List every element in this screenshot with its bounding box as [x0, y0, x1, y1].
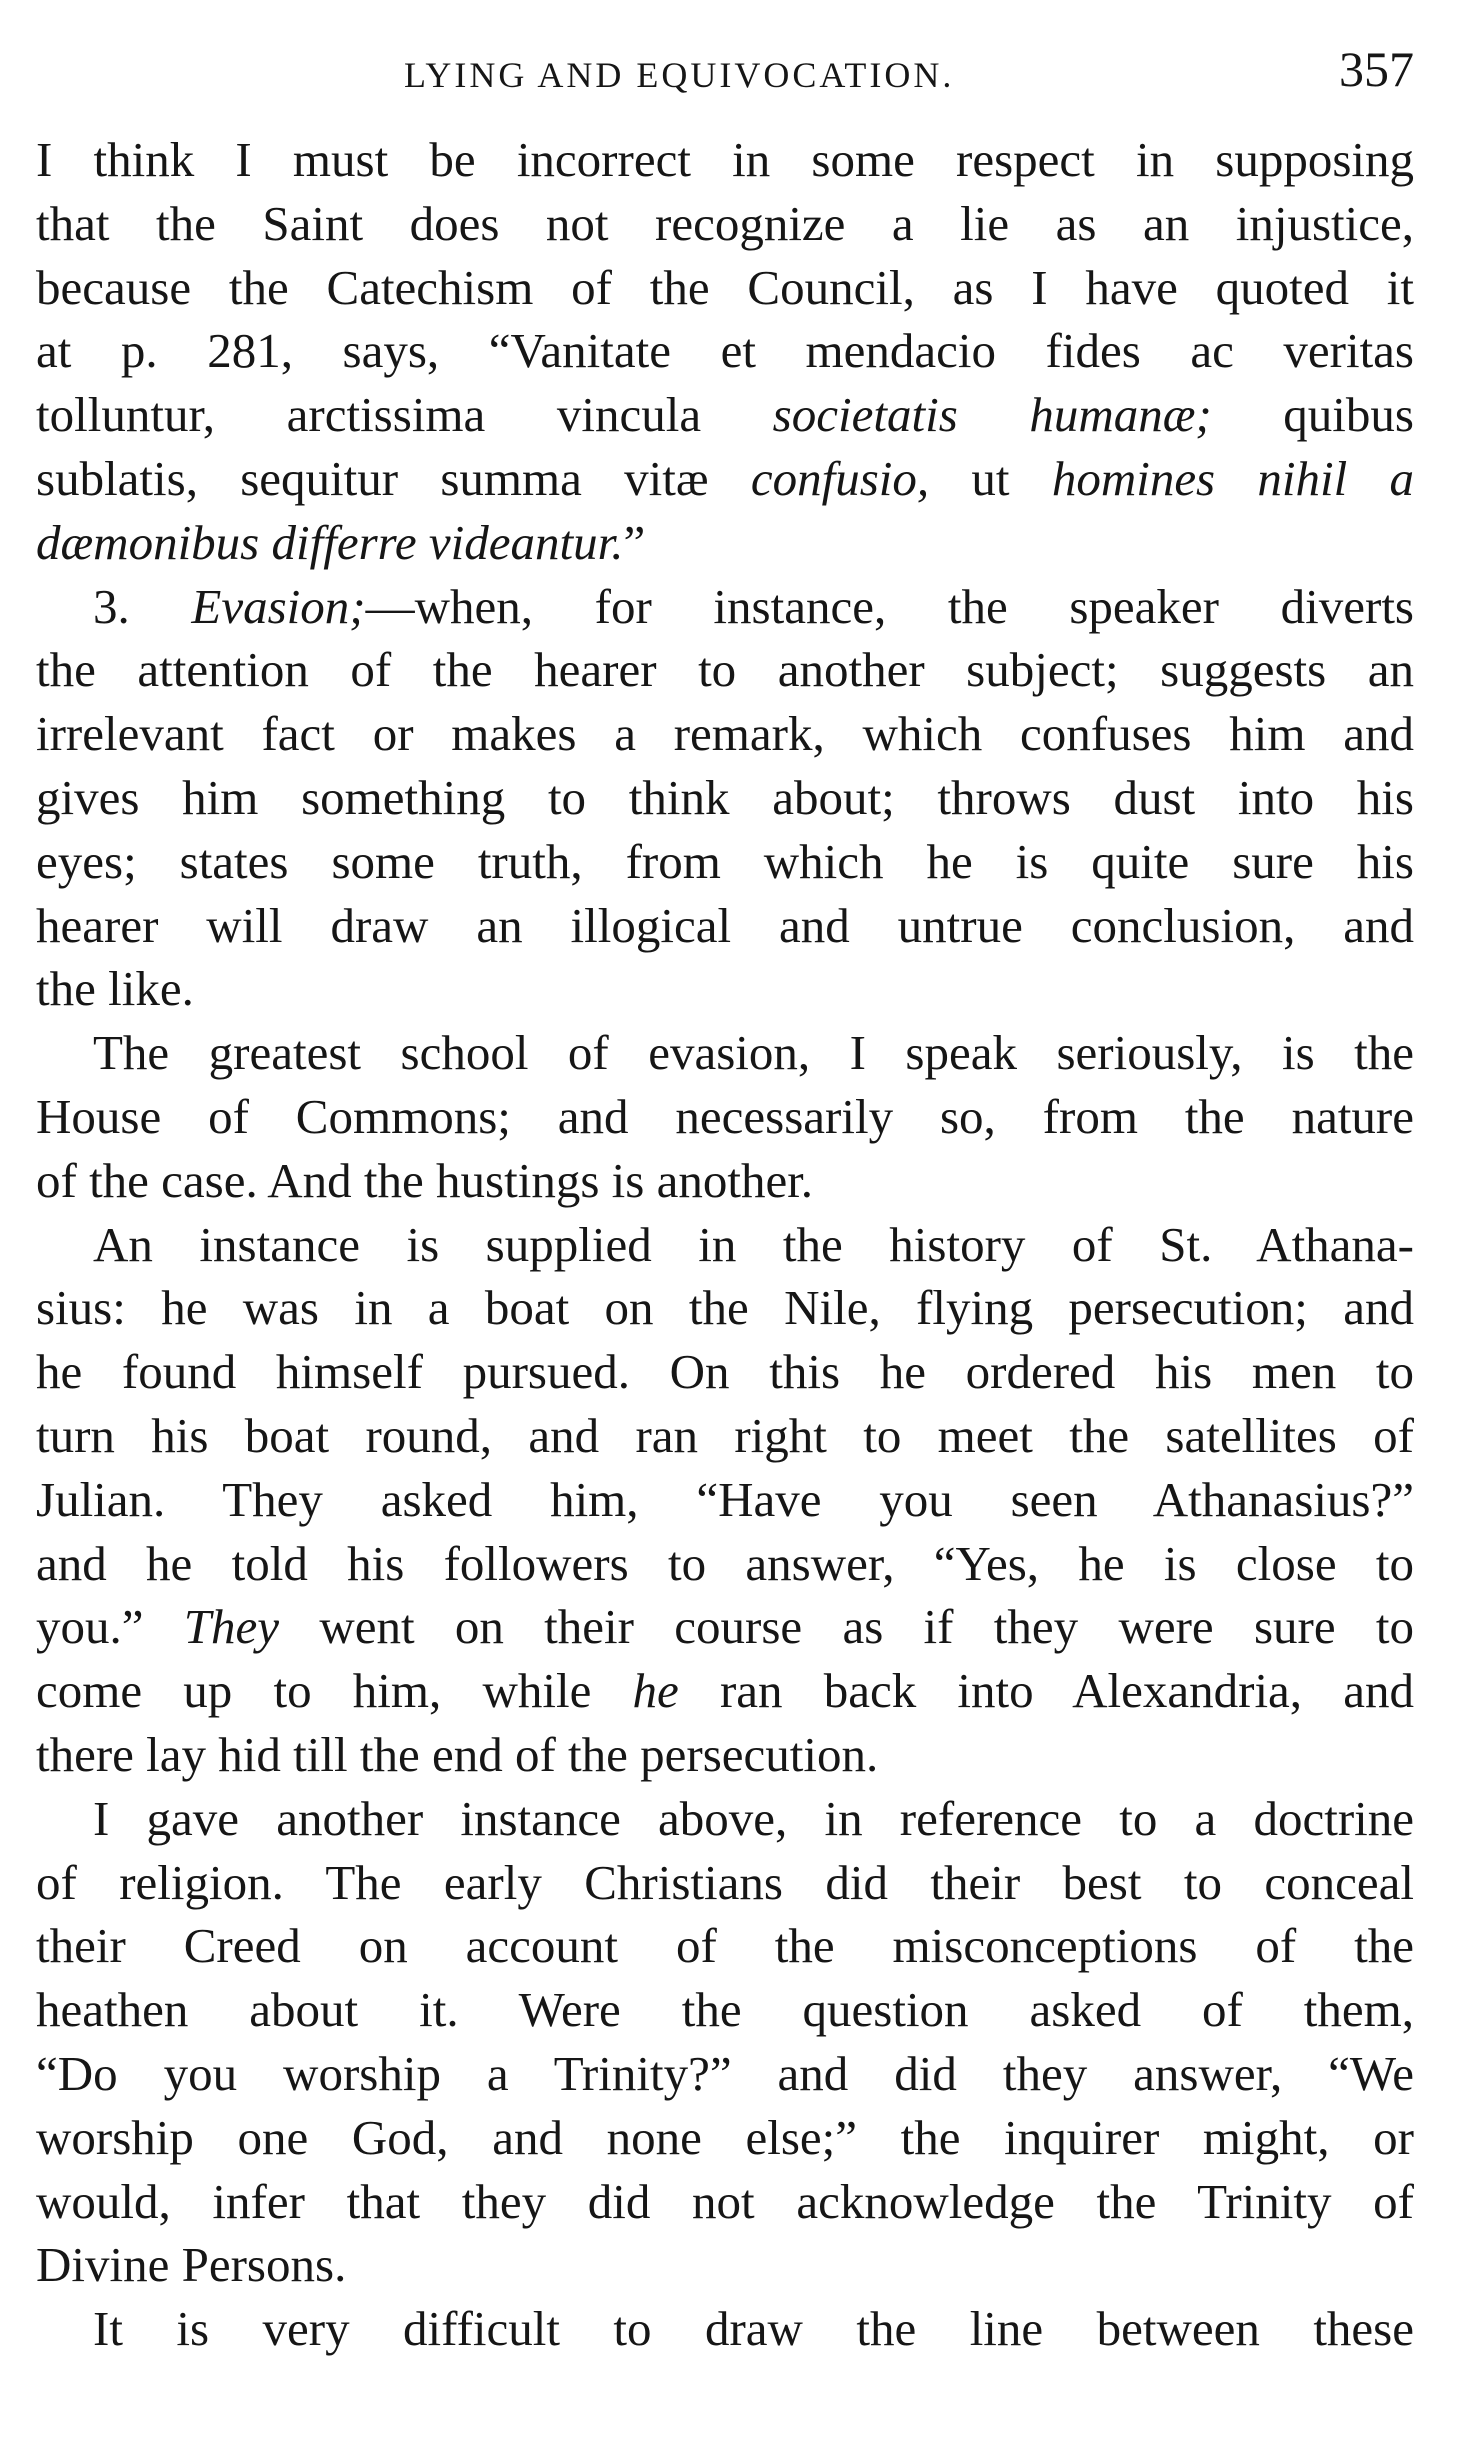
text-line: [36, 638, 1414, 702]
text-line: [36, 192, 1414, 256]
text-run: I think I must be incorrect in some respect in supposing: [36, 132, 1414, 187]
text-line: [36, 511, 1414, 575]
text-line: [36, 1085, 1414, 1149]
text-run: sius: he was in a boat on the Nile, flying persecution; and: [36, 1280, 1414, 1336]
text-line: [36, 575, 1414, 639]
text-run: eyes; states some truth, from which he is quite sure his: [36, 833, 1414, 889]
italic-run: societatis humanæ;: [772, 387, 1212, 443]
text-line: [36, 1276, 1414, 1340]
text-line: [36, 1595, 1414, 1659]
text-run: sublatis, sequitur summa vitæ: [36, 450, 751, 506]
text-run: ut: [929, 450, 1052, 506]
text-run: their Creed on account of the misconceptions of the: [36, 1918, 1414, 1974]
italic-run: dæmonibus differre videantur.: [36, 514, 624, 570]
text-run: hearer will draw an illogical and untrue conclusion, and: [36, 897, 1414, 953]
text-run: of religion. The early Christians did their best to conceal: [36, 1854, 1414, 1910]
text-line: [36, 1021, 1414, 1085]
text-run: An instance is supplied in the history of St. Athana-: [93, 1216, 1414, 1272]
text-run: the attention of the hearer to another subject; suggests an: [36, 642, 1414, 698]
text-line: [36, 447, 1414, 511]
text-line: [36, 1978, 1414, 2042]
text-run: that the Saint does not recognize a lie as an injustice,: [36, 195, 1414, 251]
text-line: [36, 1468, 1414, 1532]
text-run: tolluntur, arctissima vincula: [36, 387, 773, 443]
text-run: “Do you worship a Trinity?” and did they answer, “We: [36, 2045, 1414, 2101]
text-line: [36, 2170, 1414, 2234]
text-line: [36, 894, 1414, 958]
text-line: [36, 2233, 1414, 2297]
text-run: quibus: [1211, 387, 1414, 443]
page-header: [36, 40, 1414, 128]
text-run: the like.: [36, 961, 194, 1017]
text-run: It is very difficult to draw the line between these: [93, 2301, 1414, 2357]
italic-run: They: [183, 1599, 280, 1655]
text-run: Julian. They asked him, “Have you seen Athanasius?”: [36, 1471, 1414, 1527]
text-run: The greatest school of evasion, I speak seriously, is the: [93, 1025, 1414, 1081]
page: [36, 40, 1414, 2361]
italic-run: he: [632, 1663, 679, 1719]
text-line: [36, 957, 1414, 1021]
running-title: LYING AND EQUIVOCATION.: [404, 55, 955, 95]
text-run: would, infer that they did not acknowledge the Trinity of: [36, 2173, 1414, 2229]
text-line: [36, 766, 1414, 830]
text-line: [36, 1914, 1414, 1978]
text-run: turn his boat round, and ran right to meet the satellites of: [36, 1407, 1414, 1463]
text-run: irrelevant fact or makes a remark, which confuses him and: [36, 706, 1414, 762]
text-line: [36, 256, 1414, 320]
text-run: went on their course as if they were sure to: [279, 1599, 1414, 1655]
text-run: come up to him, while: [36, 1663, 633, 1719]
text-run: 3.: [93, 578, 192, 634]
text-run: he found himself pursued. On this he ordered his men to: [36, 1344, 1414, 1400]
text-line: [36, 1149, 1414, 1213]
text-line: [36, 2297, 1414, 2361]
text-line: [36, 1340, 1414, 1404]
text-run: of the case. And the hustings is another.: [36, 1152, 814, 1208]
text-line: [36, 128, 1414, 192]
text-run: I gave another instance above, in reference to a doctrine: [93, 1790, 1414, 1846]
text-run: worship one God, and none else;” the inquirer might, or: [36, 2109, 1414, 2165]
text-run: gives him something to think about; throws dust into his: [36, 769, 1414, 825]
text-run: House of Commons; and necessarily so, from the nature: [36, 1088, 1414, 1144]
text-run: there lay hid till the end of the persecution.: [36, 1726, 879, 1782]
page-number: 357: [1339, 41, 1414, 97]
text-run: because the Catechism of the Council, as I have quoted it: [36, 259, 1414, 315]
text-line: [36, 1404, 1414, 1468]
text-line: [36, 830, 1414, 894]
text-line: [36, 1659, 1414, 1723]
text-run: —when, for instance, the speaker diverts: [365, 578, 1415, 634]
text-run: you.”: [36, 1599, 184, 1655]
text-run: Divine Persons.: [36, 2237, 347, 2293]
text-line: [36, 319, 1414, 383]
text-line: [36, 1723, 1414, 1787]
italic-run: homines nihil a: [1051, 450, 1414, 506]
text-line: [36, 702, 1414, 766]
text-run: and he told his followers to answer, “Yes, he is close to: [36, 1535, 1414, 1591]
text-run: ran back into Alexandria, and: [678, 1663, 1414, 1719]
text-run: ”: [623, 514, 646, 570]
text-line: [36, 1532, 1414, 1596]
italic-run: Evasion;: [191, 578, 366, 634]
text-line: [36, 2106, 1414, 2170]
text-line: [36, 2042, 1414, 2106]
text-line: [36, 1787, 1414, 1851]
body-text: [36, 128, 1414, 2361]
text-line: [36, 1851, 1414, 1915]
italic-run: confusio,: [750, 450, 930, 506]
text-line: [36, 383, 1414, 447]
text-run: heathen about it. Were the question asked of them,: [36, 1982, 1414, 2038]
text-line: [36, 1213, 1414, 1277]
text-run: at p. 281, says, “Vanitate et mendacio fides ac veritas: [36, 323, 1414, 379]
